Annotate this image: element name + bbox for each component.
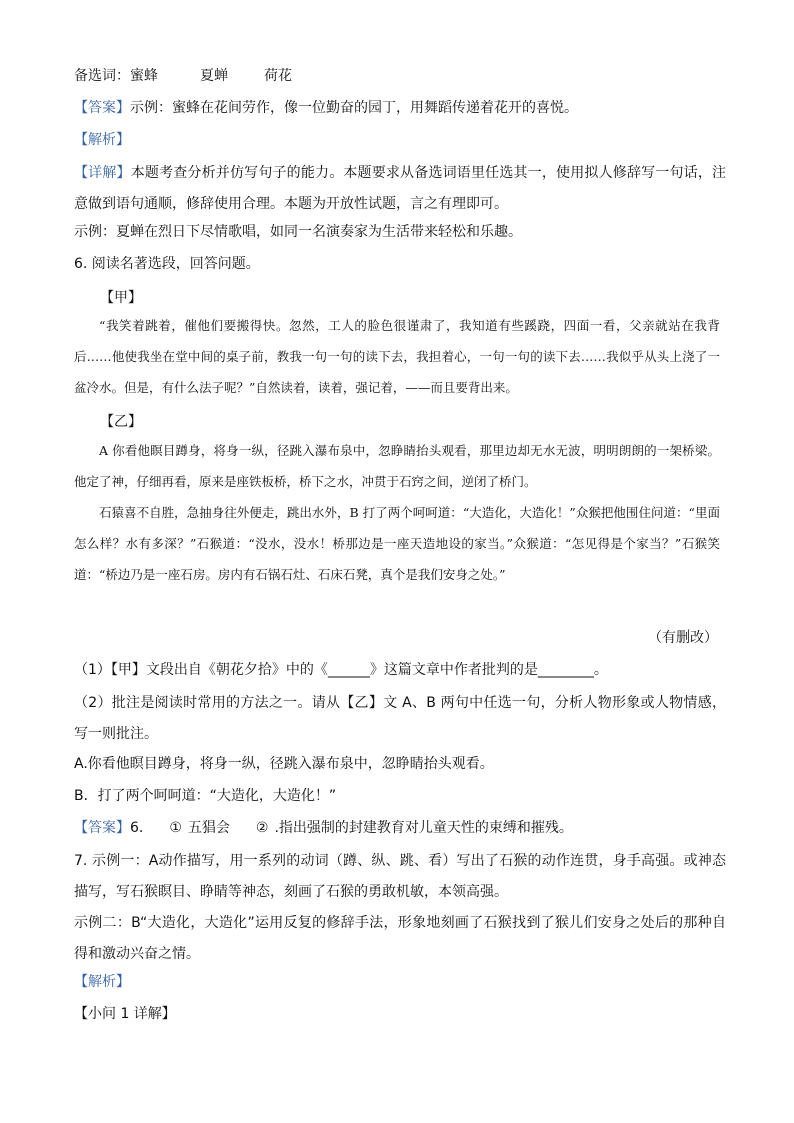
passage-jia: “我笑着跳着，催他们要搬得快。忽然，工人的脸色很谨肃了，我知道有些蹊跷，四面一看，父亲就站在我背后……他使我坐在堂中间的桌子前，教我一句一句的读下去，我担着心，一句一句的读下去……我似乎从头上浇了一盆冷水。但是，有什么法子呢？”自然读着，读着，强记着，——而且要背出来。	[74, 318, 720, 395]
question-7-example-1: 7. 示例一：A动作描写，用一系列的动词（蹲、纵、跳、看）写出了石猴的动作连贯，身手高强。或神态描写，写石猴瞑目、睁睛等神态，刻画了石猴的勇敢机敏，本领高强。	[74, 853, 726, 900]
detail-tag: 【详解】	[74, 165, 131, 181]
question-7-example-2: 示例二：B“大造化，大造化”运用反复的修辞手法，形象地刻画了石猴找到了猴儿们安身之处后的那种自得和激动兴奋之情。	[74, 915, 726, 962]
answer-text: 示例：蜜蜂在花间劳作，像一位勤奋的园丁，用舞蹈传递着花开的喜悦。	[130, 100, 578, 116]
sub-question-detail-heading: 【小问 1 详解】	[74, 1006, 176, 1022]
candidate-label: 备选词：	[74, 68, 130, 84]
sub-question-1: （1）【甲】文段出自《朝花夕拾》中的《______》这篇文章中作者批判的是________。	[74, 662, 608, 678]
answer-1	[74, 98, 578, 118]
passage-yi-label: 【乙】	[100, 414, 142, 430]
candidate-word-2: 夏蝉	[200, 68, 228, 84]
answer-2	[74, 818, 573, 838]
source-note: （有删改）	[648, 630, 718, 646]
passage-jia-label: 【甲】	[100, 290, 142, 306]
candidate-words-line	[74, 66, 292, 86]
answer-2-tag: 【答案】	[74, 820, 130, 836]
answer-2-prefix: 6.	[130, 820, 144, 836]
answer-2-part-2: .指出强制的封建教育对儿童天性的束缚和摧残。	[274, 820, 573, 836]
passage-yi-paragraph-1: A 你看他瞑目蹲身，将身一纵，径跳入瀑布泉中，忽睁睛抬头观看，那里边却无水无波，明明朗朗的一架桥梁。他定了神，仔细再看，原来是座铁板桥，桥下之水，冲贯于石窍之间，逆闭了桥门。	[74, 443, 720, 489]
option-b: B．打了两个呵呵道：“大造化，大造化！”	[74, 788, 337, 804]
option-a: A.你看他瞑目蹲身，将身一纵，径跳入瀑布泉中，忽睁睛抬头观看。	[74, 756, 494, 772]
answer-tag: 【答案】	[74, 100, 130, 116]
example-sentence: 示例：夏蝉在烈日下尽情歌唱，如同一名演奏家为生活带来轻松和乐趣。	[74, 224, 522, 240]
sub-question-2: （2）批注是阅读时常用的方法之一。请从【乙】文 A、B 两句中任选一句，分析人物形象或人物情感，写一则批注。	[74, 695, 726, 742]
circled-one: ①	[169, 820, 182, 836]
candidate-word-3: 荷花	[264, 68, 292, 84]
passage-yi-paragraph-2: 石猿喜不自胜，急抽身往外便走，跳出水外，B 打了两个呵呵道：“大造化，大造化！”众猴把他围住问道：“里面怎么样？水有多深？”石猴道：“没水，没水！桥那边是一座天造地设的家当。”众猴道：“怎见得是个家当？”石猴笑道：“桥边乃是一座石房。房内有石锅石灶、石床石凳，真个是我们安身之处。”	[74, 505, 720, 582]
candidate-word-1: 蜜蜂	[130, 68, 158, 84]
analysis-heading-2: 【解析】	[74, 974, 130, 990]
analysis-heading-1: 【解析】	[74, 132, 130, 148]
answer-2-part-1: 五猖会	[187, 820, 230, 836]
circled-two: ②	[255, 820, 269, 836]
question-6-title: 6. 阅读名著选段，回答问题。	[74, 256, 260, 272]
detail-text: 本题考查分析并仿写句子的能力。本题要求从备选词语里任选其一，使用拟人修辞写一句话，注意做到语句通顺，修辞使用合理。本题为开放性试题，言之有理即可。	[74, 165, 727, 212]
detail-paragraph	[74, 158, 726, 220]
